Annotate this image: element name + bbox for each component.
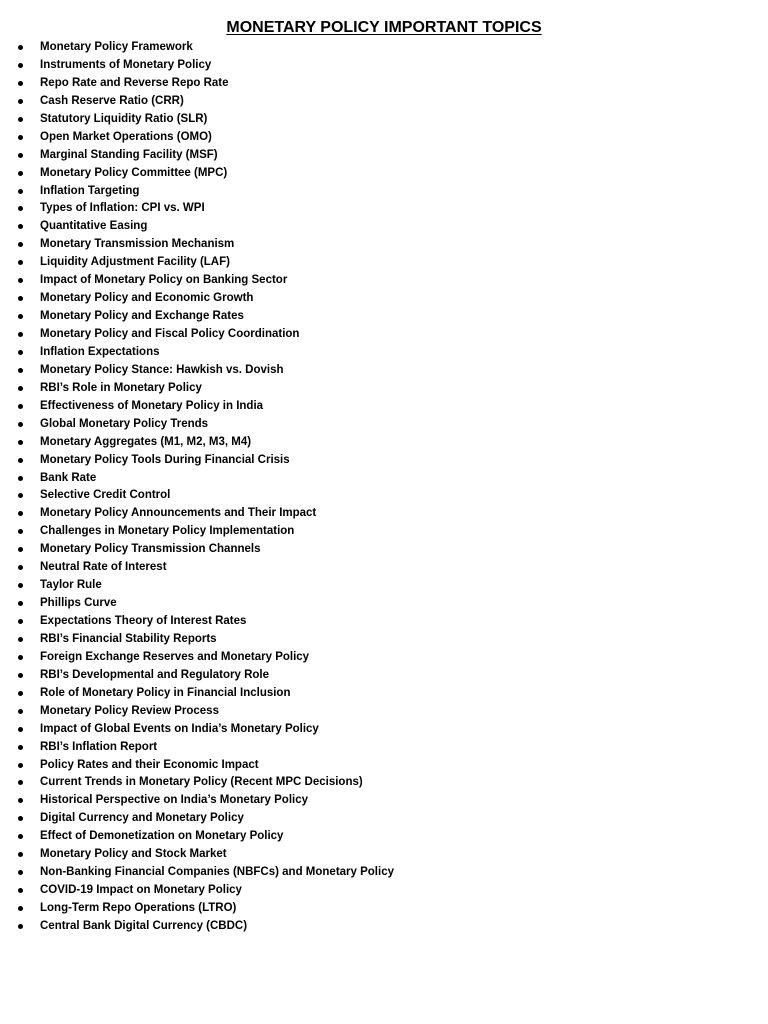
bullet-icon [18,727,23,732]
bullet-icon [18,242,23,247]
list-item-text: Bank Rate [40,471,97,484]
list-item-text: Policy Rates and their Economic Impact [40,758,259,771]
list-item-text: Current Trends in Monetary Policy (Recent MPC Decisions) [40,776,363,789]
list-item-text: Phillips Curve [40,597,117,610]
list-item-text: RBI’s Financial Stability Reports [40,632,217,645]
list-item-text: Cash Reserve Ratio (CRR) [40,94,184,107]
bullet-icon [18,511,23,516]
bullet-icon [18,870,23,875]
list-item-text: Monetary Policy Review Process [40,704,219,717]
list-item-text: Monetary Policy and Stock Market [40,848,227,861]
list-item-text: Effectiveness of Monetary Policy in India [40,399,264,412]
list-item-text: Monetary Policy Committee (MPC) [40,166,228,179]
bullet-icon [18,655,23,660]
list-item-text: Instruments of Monetary Policy [40,58,212,71]
bullet-icon [18,332,23,337]
list-item-text: Impact of Monetary Policy on Banking Sector [40,274,288,287]
list-item-text: Digital Currency and Monetary Policy [40,812,244,825]
bullet-icon [18,565,23,570]
list-item-text: Monetary Policy Announcements and Their Impact [40,507,317,520]
bullet-icon [18,547,23,552]
bullet-icon [18,368,23,373]
bullet-icon [18,117,23,122]
document-title-text: MONETARY POLICY IMPORTANT TOPICS [226,19,542,36]
bullet-icon [18,798,23,803]
list-item-text: Monetary Policy and Exchange Rates [40,310,244,323]
bullet-icon [18,81,23,86]
list-item-text: Monetary Transmission Mechanism [40,238,235,251]
list-item-text: Central Bank Digital Currency (CBDC) [40,919,248,932]
list-item-text: Foreign Exchange Reserves and Monetary Policy [40,650,310,663]
bullet-icon [18,493,23,498]
bullet-icon [18,458,23,463]
bullet-icon [18,171,23,176]
bullet-icon [18,206,23,211]
list-item-text: Types of Inflation: CPI vs. WPI [40,202,205,215]
list-item-text: Monetary Policy Framework [40,41,193,53]
bullet-icon [18,99,23,104]
bullet-icon [18,314,23,319]
list-item-text: Impact of Global Events on India’s Monetary Policy [40,722,319,735]
list-item-text: Global Monetary Policy Trends [40,417,209,430]
bullet-icon [18,529,23,534]
list-item-text: Expectations Theory of Interest Rates [40,615,247,627]
list-item-text: RBI’s Inflation Report [40,740,158,753]
list-item-text: Repo Rate and Reverse Repo Rate [40,76,229,89]
bullet-icon [18,440,23,445]
list-item-text: Monetary Aggregates (M1, M2, M3, M4) [40,435,252,448]
list-item-text: Statutory Liquidity Ratio (SLR) [40,112,208,125]
bullet-icon [18,852,23,857]
list-item-text: Inflation Expectations [40,345,160,358]
bullet-icon [18,906,23,911]
bullet-icon [18,601,23,606]
bullet-icon [18,422,23,427]
list-item-text: Non-Banking Financial Companies (NBFCs) and Monetary Policy [40,866,394,879]
bullet-icon [18,763,23,768]
bullet-icon [18,224,23,229]
bullet-icon [18,189,23,194]
list-item-text: Marginal Standing Facility (MSF) [40,148,218,161]
bullet-icon [18,278,23,283]
list-item-text: Taylor Rule [40,579,102,592]
list-item-text: Monetary Policy and Fiscal Policy Coordination [40,328,300,340]
list-item-text: Monetary Policy Tools During Financial Crisis [40,453,290,466]
bullet-icon [18,816,23,821]
list-item-text: Open Market Operations (OMO) [40,130,212,143]
bullet-icon [18,709,23,714]
list-item-text: Long-Term Repo Operations (LTRO) [40,902,237,914]
bullet-icon [18,153,23,158]
list-item-text: Effect of Demonetization on Monetary Policy [40,830,284,843]
bullet-icon [18,888,23,893]
bullet-icon [18,834,23,839]
list-item-text: RBI’s Role in Monetary Policy [40,381,202,394]
list-item-text: Monetary Policy Transmission Channels [40,543,261,556]
document-title [0,18,768,38]
bullet-icon [18,296,23,301]
list-item-text: Selective Credit Control [40,489,171,502]
bullet-icon [18,745,23,750]
list-item-text: Neutral Rate of Interest [40,561,167,574]
list-item-text: Historical Perspective on India’s Monetary Policy [40,794,308,807]
bullet-icon [18,619,23,624]
bullet-icon [18,386,23,391]
list-item-text: Inflation Targeting [40,184,140,197]
bullet-icon [18,63,23,68]
list-item-text: Quantitative Easing [40,220,148,233]
bullet-icon [18,350,23,355]
bullet-icon [18,673,23,678]
list-item-text: Monetary Policy and Economic Growth [40,292,254,305]
bullet-icon [18,404,23,409]
list-item-text: Role of Monetary Policy in Financial Inclusion [40,686,291,699]
bullet-icon [18,476,23,481]
bullet-icon [18,45,23,50]
list-item-text: RBI’s Developmental and Regulatory Role [40,668,269,681]
bullet-icon [18,780,23,785]
bullet-icon [18,691,23,696]
bullet-icon [18,637,23,642]
bullet-icon [18,260,23,265]
bullet-icon [18,135,23,140]
list-item-text: Liquidity Adjustment Facility (LAF) [40,256,230,269]
list-item-text: Monetary Policy Stance: Hawkish vs. Dovish [40,363,284,376]
list-item-text: COVID-19 Impact on Monetary Policy [40,884,242,897]
list-item-text: Challenges in Monetary Policy Implementation [40,525,295,538]
bullet-icon [18,583,23,588]
bullet-icon [18,924,23,929]
